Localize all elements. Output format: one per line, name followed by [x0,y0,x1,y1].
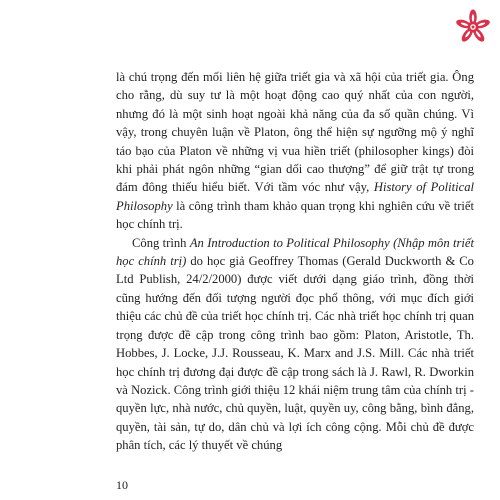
paragraph-2-segment: do học giả Geoffrey Thomas (Gerald Duckworth & Co Ltd Publish, 24/2/2000) được viết dưới dạng giáo trình, đồng thời cũng hướng đến đối tượng người đọc phổ thông, với mục đích giới thiệu các chủ đề của triết học chính trị. Các nhà triết học chính trị quan trọng được đề cập trong công trình bao gồm: Platon, Aristotle, Th. Hobbes, J. Locke, J.J. Rousseau, K. Marx and J.S. Mill. Các nhà triết học chính trị đương đại được đề cập trong sách là J. Rawl, R. Dworkin và Nozick. Công trình giới thiệu 12 khái niệm trung tâm của chính trị - quyền lực, nhà nước, chủ quyền, luật, quyền uy, công bằng, bình đẳng, quyền, tài sản, tự do, dân chủ và lợi ích công cộng. Mỗi chủ đề được phân tích, các lý thuyết về chúng [116,254,474,453]
paragraph-2 [116,234,474,455]
paragraph-2-segment: Công trình [132,235,190,250]
paragraph-1 [116,68,474,234]
red-flower-emblem-icon [455,9,491,45]
page-number: 10 [116,478,128,492]
body-text [116,68,474,455]
book-title-history-of-political-philosophy: History of Political Philosophy [116,180,475,213]
book-title-an-introduction-to-political-philosophy: An Introduction to Political Philosophy (Nhập môn triết học chính trị) [116,235,474,269]
paragraph-1-segment: là chú trọng đến mối liên hệ giữa triết gia và xã hội của triết gia. Ông cho rằng, dù suy tư là một hoạt động cao quý nhất của con người, nhưng đó là một sinh hoạt ngoài khả năng của đa số quần chúng. Vì vậy, trong chuyên luận về Platon, ông thể hiện sự ngưỡng mộ ý nghĩ táo bạo của Platon về những vị vua hiền triết (philosopher kings) đòi khi phải phát ngôn những “gian dối cao thượng” để giữ trật tự trong đám đông thiếu hiểu biết. Với tầm vóc như vậy, [116,70,474,195]
paragraph-1-segment: là công trình tham khảo quan trọng khi nghiên cứu về triết học chính trị. [116,198,474,232]
